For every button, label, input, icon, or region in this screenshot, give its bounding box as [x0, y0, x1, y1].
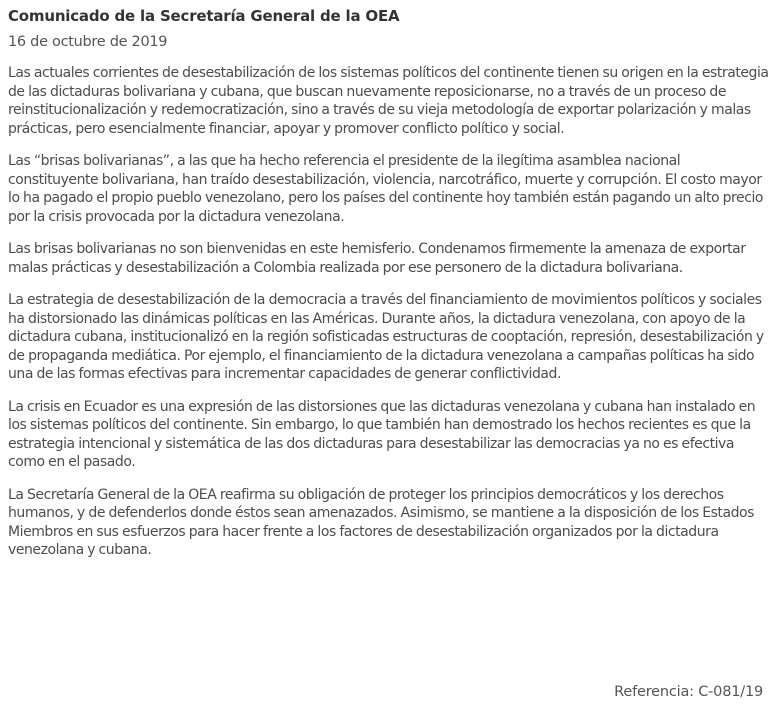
- press-release: [8, 6, 773, 560]
- publication-date: 16 de octubre de 2019: [8, 34, 168, 50]
- paragraph-4: La estrategia de desestabilización de la democracia a través del financiamiento de movimientos políticos y sociales ha distorsionado las dinámicas políticas en las Américas. Durante años, la dictadura venezolana, con apoyo de la dictadura cubana, institucionalizó en la región sofisticadas estructuras de cooptación, represión, desestabilización y de propaganda mediática. Por ejemplo, el financiamiento de la dictadura venezolana a campañas políticas ha sido una de las formas efectivas para incrementar capacidades de generar conflictividad.: [8, 292, 764, 382]
- paragraph-6: La Secretaría General de la OEA reafirma su obligación de proteger los principios democráticos y los derechos humanos, y de defenderlos donde éstos sean amenazados. Asimismo, se mantiene a la disposición de los Estados Miembros en sus esfuerzos para hacer frente a los factores de desestabilización organizados por la dictadura venezolana y cubana.: [8, 486, 754, 558]
- paragraph-5: La crisis en Ecuador es una expresión de las distorsiones que las dictaduras venezolana y cubana han instalado en los sistemas políticos del continente. Sin embargo, lo que también han demostrado los hechos recientes es que la estrategia intencional y sistemática de las dos dictaduras para desestabilizar las democracias ya no es efectiva como en el pasado.: [8, 398, 756, 470]
- paragraph-1: Las actuales corrientes de desestabilización de los sistemas políticos del continente tienen su origen en la estrategia de las dictaduras bolivariana y cubana, que buscan nuevamente reposicionarse, no a través de un proceso de reinstitucionalización y redemocratización, sino a través de su vieja metodología de exportar polarización y malas prácticas, pero esencialmente financiar, apoyar y promover conflicto político y social.: [8, 65, 769, 137]
- document-title: Comunicado de la Secretaría General de la OEA: [8, 7, 400, 25]
- paragraph-3: Las brisas bolivarianas no son bienvenidas en este hemisferio. Condenamos firmemente la amenaza de exportar malas prácticas y desestabilización a Colombia realizada por ese personero de la dictadura bolivariana.: [8, 241, 746, 276]
- reference-code: Referencia: C-081/19: [614, 684, 763, 700]
- paragraph-2: Las “brisas bolivarianas”, a las que ha hecho referencia el presidente de la ilegítima asamblea nacional constituyente bolivariana, han traído desestabilización, violencia, narcotráfico, muerte y corrupción. El costo mayor lo ha pagado el propio pueblo venezolano, pero los países del continente hoy también están pagando un alto precio por la crisis provocada por la dictadura venezolana.: [8, 153, 764, 225]
